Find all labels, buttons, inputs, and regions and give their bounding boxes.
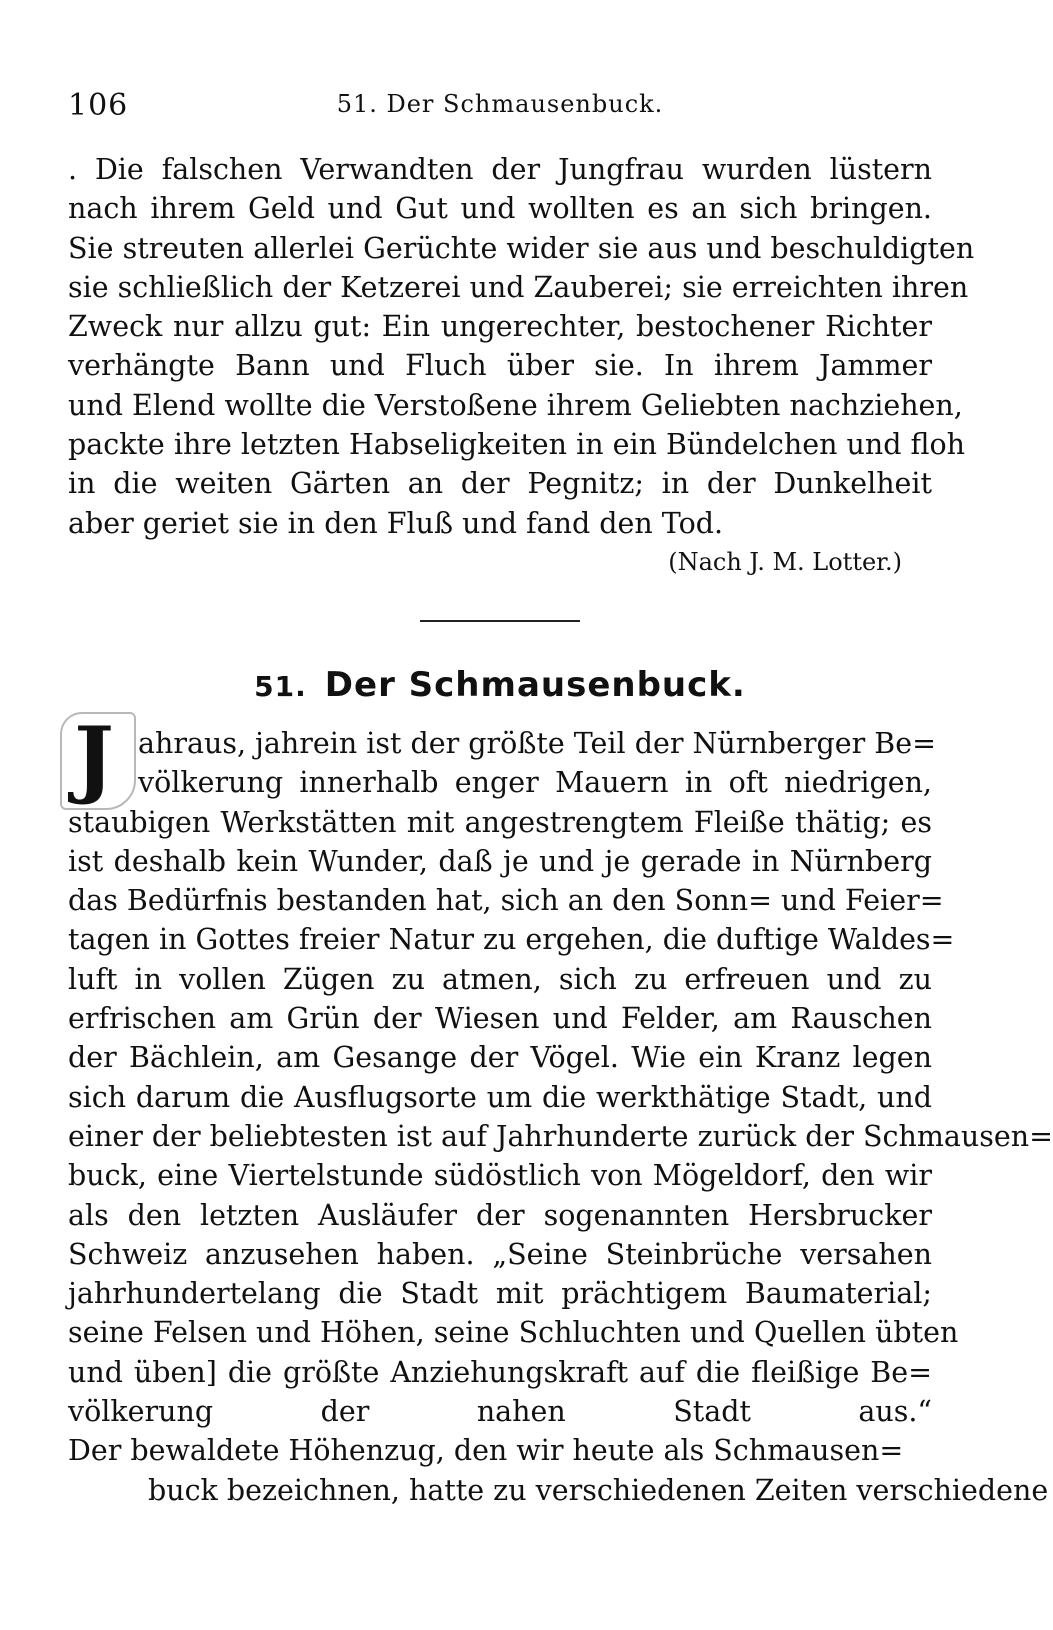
section-divider	[420, 620, 580, 622]
drop-cap-letter: J	[74, 708, 114, 807]
chapter-title: Der Schmausenbuck.	[324, 665, 746, 705]
text-line: tagen in Gottes freier Natur zu ergehen, die duftige Waldes=	[68, 923, 955, 957]
text-line	[68, 1510, 932, 1549]
text-line: der Bächlein, am Gesange der Vögel. Wie ein Kranz legen	[68, 1041, 932, 1075]
previous-section-text	[68, 150, 975, 582]
text-line: völkerung der nahen Stadt aus.“	[68, 1395, 932, 1429]
text-line: ist deshalb kein Wunder, daß je und je gerade in Nürnberg	[68, 844, 932, 878]
text-line: einer der beliebtesten ist auf Jahrhunderte zurück der Schmausen=	[68, 1119, 1053, 1153]
page-number: 106	[68, 88, 129, 123]
text-line: aber geriet sie in den Fluß und fand den Tod.	[68, 506, 724, 540]
text-line: erfrischen am Grün der Wiesen und Felder, am Rauschen	[68, 1002, 932, 1036]
text-line: Sie streuten allerlei Gerüchte wider sie aus und beschuldigten	[68, 231, 975, 265]
chapter-heading	[0, 665, 1000, 705]
text-line: in die weiten Gärten an der Pegnitz; in der Dunkelheit	[68, 467, 932, 501]
text-line: . Die falschen Verwandten der Jungfrau wurden lüstern	[68, 153, 932, 186]
text-line: als den letzten Ausläufer der sogenannten Hersbrucker	[68, 1198, 932, 1232]
text-line: jahrhundertelang die Stadt mit prächtigem Baumaterial;	[68, 1277, 932, 1311]
text-line: das Bedürfnis bestanden hat, sich an den Sonn= und Feier=	[68, 884, 944, 918]
chapter-body-text	[68, 708, 1053, 1549]
chapter-number: 51.	[254, 670, 307, 703]
source-attribution: (Nach J. M. Lotter.)	[668, 547, 902, 576]
page-header	[68, 88, 932, 128]
text-line: Schweiz anzusehen haben. „Seine Steinbrüche versahen	[68, 1237, 932, 1271]
text-line: packte ihre letzten Habseligkeiten in ein Bündelchen und floh	[68, 428, 966, 462]
running-title: 51. Der Schmausenbuck.	[336, 90, 664, 118]
text-line: seine Felsen und Höhen, seine Schluchten und Quellen übten	[68, 1316, 959, 1350]
drop-cap-block	[68, 708, 936, 807]
text-line: verhängte Bann und Fluch über sie. In ihrem Jammer	[68, 349, 932, 383]
text-line: Zweck nur allzu gut: Ein ungerechter, bestochener Richter	[68, 310, 932, 344]
text-line: und Elend wollte die Verstoßene ihrem Geliebten nachziehen,	[68, 388, 963, 422]
text-line: ahraus, jahrein ist der größte Teil der Nürnberger Be=	[138, 727, 936, 760]
text-line: sie schließlich der Ketzerei und Zauberei; sie erreichten ihren	[68, 270, 969, 304]
text-line: sich darum die Ausflugsorte um die werkthätige Stadt, und	[68, 1080, 932, 1114]
text-line: buck bezeichnen, hatte zu verschiedenen Zeiten verschiedene	[148, 1473, 1049, 1507]
text-line: luft in vollen Zügen zu atmen, sich zu erfreuen und zu	[68, 962, 932, 996]
text-line: staubigen Werkstätten mit angestrengtem Fleiße thätig; es	[68, 805, 932, 839]
text-line: buck, eine Viertelstunde südöstlich von Mögeldorf, den wir	[68, 1159, 932, 1193]
text-line: und üben] die größte Anziehungskraft auf die fleißige Be=	[68, 1355, 932, 1389]
text-line: völkerung innerhalb enger Mauern in oft niedrigen,	[138, 766, 932, 800]
text-line: nach ihrem Geld und Gut und wollten es an sich bringen.	[68, 192, 932, 226]
text-line: Der bewaldete Höhenzug, den wir heute als Schmausen=	[68, 1434, 904, 1468]
